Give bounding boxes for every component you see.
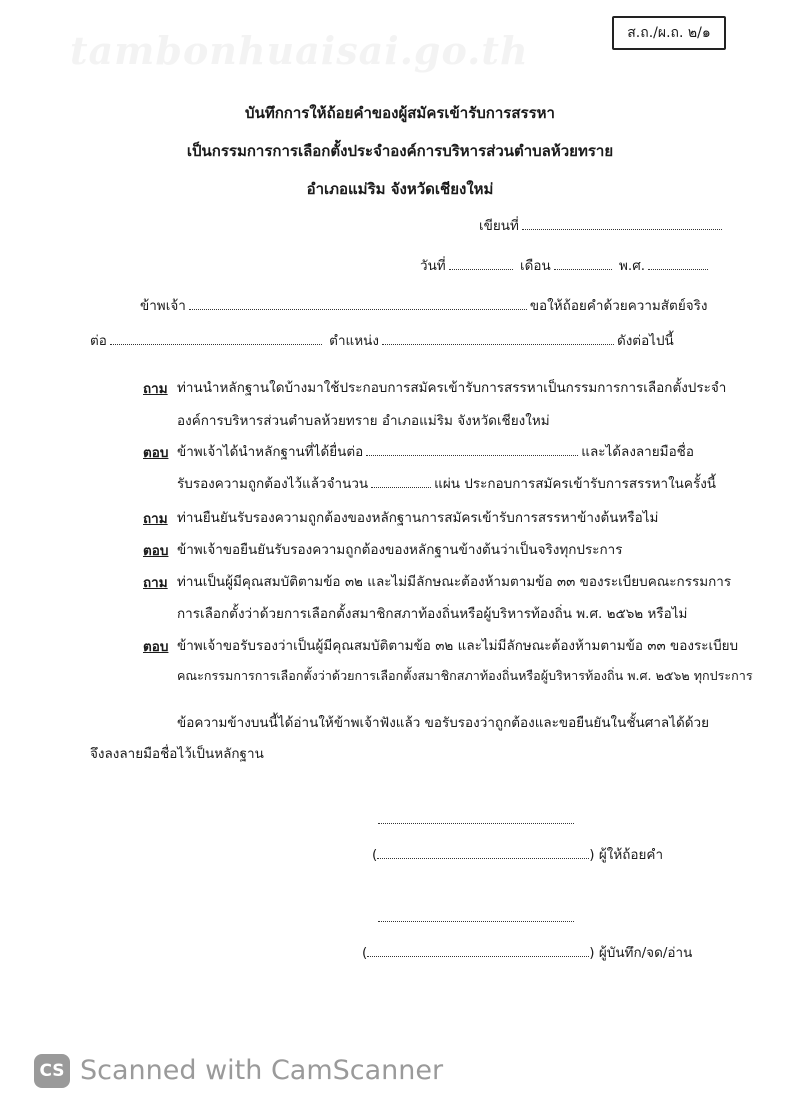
form-code-box: ส.ถ./ผ.ถ. ๒/๑ [612,16,726,50]
year-label: พ.ศ. [619,258,646,274]
question-text: ท่านเป็นผู้มีคุณสมบัติตามข้อ ๓๒ และไม่มีลักษณะต้องห้ามตามข้อ ๓๓ ของระเบียบคณะกรรมการ [177,574,732,590]
recipient-field[interactable] [110,332,322,345]
declarant-suffix: ขอให้ถ้อยคำด้วยความสัตย์จริง [529,298,708,314]
month-label: เดือน [520,258,551,274]
giver-name-row [372,843,663,865]
question-tag: ถาม [143,381,168,397]
answer-text-part: แผ่น ประกอบการสมัครเข้ารับการสรรหาในครั้งนี้ [434,476,717,492]
written-at-field[interactable] [522,217,722,230]
position-label: ตำแหน่ง [329,333,379,349]
recipient-label: ต่อ [90,333,107,349]
follows-label: ดังต่อไปนี้ [616,333,674,349]
month-field[interactable] [554,257,612,270]
recorder-name-row [362,941,692,963]
answer-text-cont: คณะกรรมการการเลือกตั้งว่าด้วยการเลือกตั้งสมาชิกสภาท้องถิ่นหรือผู้บริหารท้องถิ่น พ.ศ. ๒๕๖๒ ทุกประการ [177,668,753,683]
year-field[interactable] [648,257,708,270]
question-text: ท่านยืนยันรับรองความถูกต้องของหลักฐานการสมัครเข้ารับการสรรหาข้างต้นหรือไม่ [177,510,659,526]
date-label: วันที่ [420,258,446,274]
recipient-row [90,329,674,351]
answer-tag: ตอบ [143,639,169,655]
camscanner-logo-icon: CS [34,1054,70,1088]
open-paren: ( [372,847,378,863]
answer-text-part: ข้าพเจ้าได้นำหลักฐานที่ได้ยื่นต่อ [177,444,364,460]
answer-tag: ตอบ [143,543,169,559]
declarant-name-field[interactable] [189,297,527,310]
closing-text: ข้อความข้างบนนี้ได้อ่านให้ข้าพเจ้าฟังแล้ว ขอรับรองว่าถูกต้องและขอยืนยันในชั้นศาลได้ด้วย [177,715,709,731]
giver-name-field[interactable] [377,846,589,859]
question-tag: ถาม [143,575,168,591]
written-at-row [479,214,725,236]
document-title-line3: อำเภอแม่ริม จังหวัดเชียงใหม่ [306,180,494,198]
page-count-field[interactable] [371,475,431,488]
question-text-cont: องค์การบริหารส่วนตำบลห้วยทราย อำเภอแม่ริม จังหวัดเชียงใหม่ [177,413,550,429]
answer-tag: ตอบ [143,445,169,461]
declarant-label: ข้าพเจ้า [140,298,186,314]
camscanner-text: Scanned with CamScanner [80,1055,444,1086]
position-field[interactable] [382,332,614,345]
giver-caption: ) ผู้ให้ถ้อยคำ [589,847,664,863]
watermark: tambonhuaisai.go.th [70,28,529,73]
answer-text: ข้าพเจ้าขอรับรองว่าเป็นผู้มีคุณสมบัติตามข้อ ๓๒ และไม่มีลักษณะต้องห้ามตามข้อ ๓๓ ของระเบียบ [177,638,739,654]
answer-text: ข้าพเจ้าขอยืนยันรับรองความถูกต้องของหลักฐานข้างต้นว่าเป็นจริงทุกประการ [177,542,623,558]
question-text-cont: การเลือกตั้งว่าด้วยการเลือกตั้งสมาชิกสภาท้องถิ่นหรือผู้บริหารท้องถิ่น พ.ศ. ๒๕๖๒ หรือไม่ [177,606,688,622]
signature-line-recorder[interactable] [378,920,574,922]
question-text: ท่านนำหลักฐานใดบ้างมาใช้ประกอบการสมัครเข้ารับการสรรหาเป็นกรรมการการเลือกตั้งประจำ [177,380,727,396]
submitted-to-field[interactable] [366,443,578,456]
date-field[interactable] [449,257,513,270]
answer-text-cont [177,472,716,494]
written-at-label: เขียนที่ [479,218,519,234]
answer-text-part: รับรองความถูกต้องไว้แล้วจำนวน [177,476,369,492]
recorder-caption: ) ผู้บันทึก/จด/อ่าน [589,945,693,961]
recorder-name-field[interactable] [367,944,589,957]
signature-line-giver[interactable] [378,822,574,824]
document-title-line2: เป็นกรรมการการเลือกตั้งประจำองค์การบริหารส่วนตำบลห้วยทราย [186,142,614,160]
declarant-row [140,294,707,316]
answer-text-part: และได้ลงลายมือชื่อ [581,444,694,460]
answer-text [177,440,694,462]
document-title-line1: บันทึกการให้ถ้อยคำของผู้สมัครเข้ารับการสรรหา [245,104,555,122]
date-row [420,254,711,276]
question-tag: ถาม [143,511,168,527]
closing-text-cont: จึงลงลายมือชื่อไว้เป็นหลักฐาน [90,746,264,762]
open-paren: ( [362,945,368,961]
